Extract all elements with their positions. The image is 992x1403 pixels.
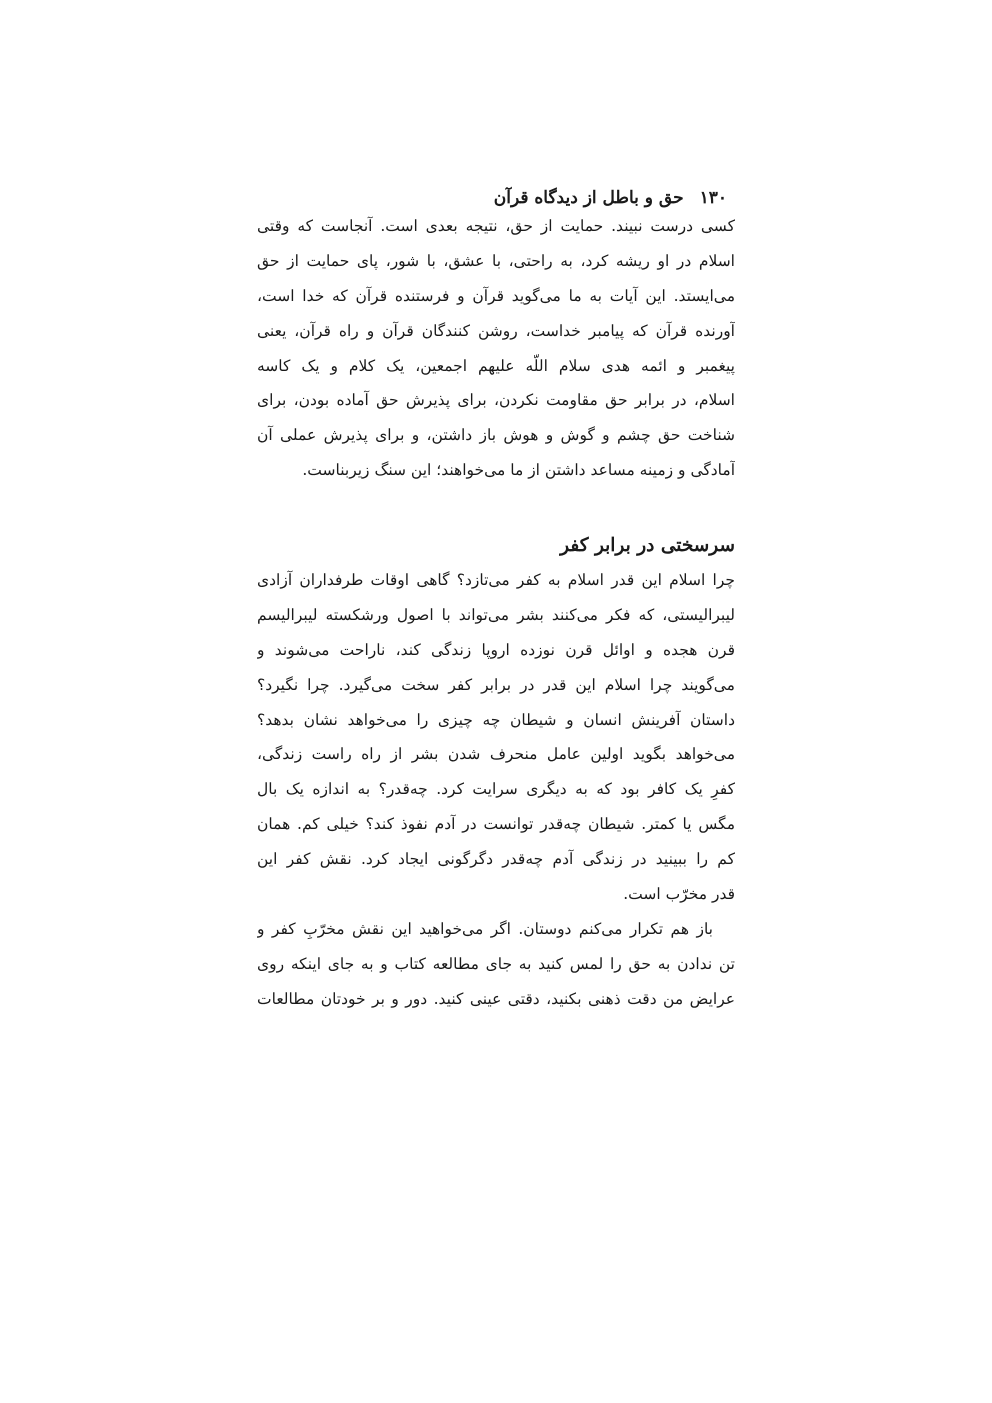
paragraph-2 — [257, 563, 735, 912]
text-line: باز هم تکرار می‌کنم دوستان. اگر می‌خواهید این نقش مخرّبِ کفر و — [257, 920, 713, 938]
text-line: قدر مخرّب است. — [623, 885, 735, 904]
text-line: لیبرالیستی، که فکر می‌کنند بشر می‌تواند با اصول ورشکسته لیبرالیسم — [257, 605, 735, 624]
text-line: کفرِ یک کافر بود که به دیگری سرایت کرد. چه‌قدر؟ به اندازه یک بال — [257, 780, 735, 799]
text-line: داستان آفرینش انسان و شیطان چه چیزی را می‌خواهد نشان بدهد؟ — [257, 710, 735, 729]
text-line: قرن هجده و اوائل قرن نوزده اروپا زندگی کند، ناراحت می‌شوند و — [257, 640, 735, 659]
text-line: تن ندادن به حق را لمس کنید به جای مطالعه کتاب و به جای اینکه روی — [257, 954, 735, 973]
text-line: عرایض من دقت ذهنی بکنید، دقتی عینی کنید. دور و بر خودتان مطالعات — [257, 989, 735, 1008]
text-line: اسلام، در برابر حق مقاومت نکردن، برای پذیرش حق آماده بودن، برای — [257, 391, 735, 410]
text-line: چرا اسلام این قدر اسلام به کفر می‌تازد؟ گاهی اوقات طرفداران آزادی — [257, 571, 735, 589]
running-header — [257, 186, 727, 210]
running-title: حق و باطل از دیدگاه قرآن — [493, 188, 684, 208]
paragraph-3 — [257, 912, 735, 1017]
paragraph-1 — [257, 209, 735, 488]
text-line: آمادگی و زمینه مساعد داشتن از ما می‌خواهند؛ این سنگ زیربناست. — [302, 461, 735, 480]
text-line: پیغمبر و ائمه هدی سلام اللّه علیهم اجمعین، یک کلام و یک کاسه — [257, 356, 735, 375]
text-line: می‌گویند چرا اسلام این قدر در برابر کفر سخت می‌گیرد. چرا نگیرد؟ — [257, 675, 735, 694]
text-line: اسلام در او ریشه کرد، به راحتی، با عشق، با شور، پای حمایت از حق — [257, 251, 735, 270]
text-line: مگس یا کمتر. شیطان چه‌قدر توانست در آدم نفوذ کند؟ خیلی کم. همان — [257, 815, 735, 834]
text-line: می‌خواهد بگوید اولین عامل منحرف شدن بشر از راه راست زندگی، — [257, 745, 735, 764]
page-number: ۱۳۰ — [699, 188, 727, 208]
text-line: می‌ایستد. این آیات به ما می‌گوید قرآن و فرستنده قرآن که خدا است، — [257, 286, 735, 305]
text-line: شناخت حق چشم و گوش و هوش باز داشتن، و برای پذیرش عملی آن — [257, 426, 735, 445]
text-line: آورنده قرآن که پیامبر خداست، روشن کنندگان قرآن و راه قرآن، یعنی — [257, 321, 735, 340]
text-line: کسی درست نبیند. حمایت از حق، نتیجه بعدی است. آنجاست که وقتی — [257, 217, 735, 235]
text-line: کم را ببینید در زندگی آدم چه‌قدر دگرگونی ایجاد کرد. نقش کفر این — [257, 850, 735, 869]
section-heading: سرسختی در برابر کفر — [560, 535, 735, 556]
